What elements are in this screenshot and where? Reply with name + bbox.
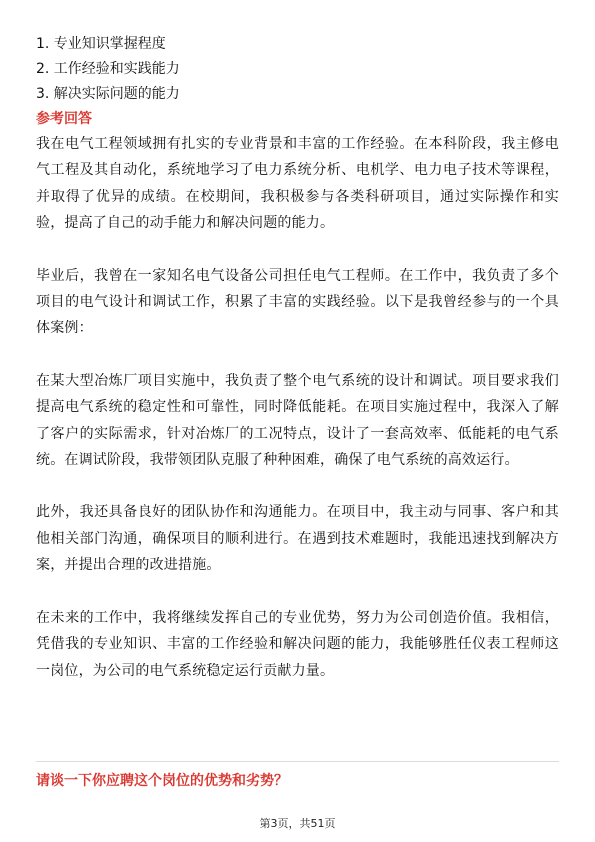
answer-heading: 参考回答 [36, 111, 92, 127]
page-content [36, 32, 559, 684]
criteria-item-2: 2. 工作经验和实践能力 [36, 61, 180, 77]
answer-paragraph-2: 毕业后，我曾在一家知名电气设备公司担任电气工程师。在工作中，我负责了多个项目的电气设计和调试工作，积累了丰富的实践经验。以下是我曾经参与的一个具体案例： [36, 267, 559, 337]
section-divider [36, 761, 559, 762]
answer-paragraph-1: 我在电气工程领域拥有扎实的专业背景和丰富的工作经验。在本科阶段，我主修电气工程及其自动化，系统地学习了电力系统分析、电机学、电力电子技术等课程，并取得了优异的成绩。在校期间，我积极参与各类科研项目，通过实际操作和实验，提高了自己的动手能力和解决问题的能力。 [36, 136, 559, 232]
answer-paragraph-3: 在某大型冶炼厂项目实施中，我负责了整个电气系统的设计和调试。项目要求我们提高电气系统的稳定性和可靠性，同时降低能耗。在项目实施过程中，我深入了解了客户的实际需求，针对冶炼厂的工况特点，设计了一套高效率、低能耗的电气系统。在调试阶段，我带领团队克服了种种困难，确保了电气系统的高效运行。 [36, 372, 559, 469]
criteria-item-3: 3. 解决实际问题的能力 [36, 86, 180, 102]
criteria-item-1: 1. 专业知识掌握程度 [36, 36, 166, 52]
page-footer: 第3页，共51页 [259, 817, 336, 830]
next-question-heading: 请谈一下你应聘这个岗位的优势和劣势？ [36, 773, 288, 789]
answer-paragraph-5: 在未来的工作中，我将继续发挥自己的专业优势，努力为公司创造价值。我相信，凭借我的专业知识、丰富的工作经验和解决问题的能力，我能够胜任仪表工程师这一岗位，为公司的电气系统稳定运行贡献力量。 [36, 609, 559, 679]
answer-paragraph-4: 此外，我还具备良好的团队协作和沟通能力。在项目中，我主动与同事、客户和其他相关部门沟通，确保项目的顺利进行。在遇到技术难题时，我能迅速找到解决方案，并提出合理的改进措施。 [36, 504, 559, 574]
